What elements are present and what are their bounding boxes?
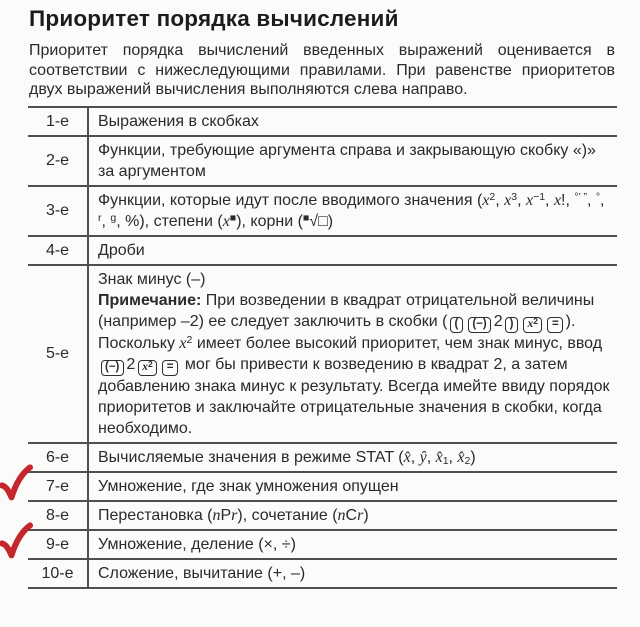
math-variable: r — [231, 506, 238, 524]
priority-rank-label: 6-е — [45, 448, 70, 466]
table-row — [28, 531, 617, 560]
calculator-key-icon: = — [162, 360, 178, 376]
math-variable: r — [357, 506, 364, 524]
superscript-symbol: 2 — [489, 190, 496, 203]
priority-rank-label: 2-е — [45, 152, 70, 169]
superscript-symbol: ° — [595, 190, 601, 203]
description-paragraph: Примечание: При возведении в квадрат отрицательной величины (например –2) ее следует заключить в скобки ( ( (−) 2 ) $x^2$ = ). Поскольку $x^2$ имеет более высокий приоритет, чем знак минус, ввод (−) 2 $x^2$ = мог бы привести к возведению в квадрат 2, а затем добавлению знака минус к результату. Всегда имейте ввиду порядок приоритетов и заключайте отрицательные значения в скобки, когда необходимо. — [98, 291, 610, 437]
priority-description — [87, 531, 617, 558]
note-label: Примечание: — [98, 291, 202, 309]
priority-rank-label: 1-е — [45, 112, 70, 130]
superscript-symbol: −1 — [533, 190, 546, 203]
math-variable: x — [504, 191, 512, 209]
superscript-symbol: °’ ” — [574, 190, 587, 203]
priority-description — [87, 108, 617, 135]
description-paragraph: Знак минус (–) — [98, 270, 206, 288]
table-row — [28, 502, 617, 531]
priority-rank-label: 3-е — [45, 202, 70, 219]
superscript-symbol: r — [98, 211, 102, 224]
superscript-symbol: ■ — [229, 211, 237, 224]
table-row — [28, 187, 617, 237]
priority-rank-label: 9-е — [45, 535, 70, 553]
priority-rank-label: 10-е — [41, 564, 74, 582]
math-variable: x — [142, 361, 149, 373]
priority-description — [87, 187, 617, 235]
description-paragraph: Вычисляемые значения в режиме STAT (x̂, ŷ, x̂1, x̂2) — [98, 448, 476, 467]
math-variable: n — [212, 506, 221, 524]
page-title: Приоритет порядка вычислений — [29, 6, 399, 31]
math-variable: x — [482, 191, 490, 209]
calculator-key-icon: = — [547, 317, 563, 333]
superscript-symbol: 3 — [511, 190, 518, 203]
math-variable: x̂ — [457, 448, 465, 466]
calculator-key-icon: ) — [505, 317, 518, 333]
priority-description — [87, 444, 617, 471]
superscript-symbol: 2 — [148, 359, 153, 369]
intro-paragraph: Приоритет порядка вычислений введенных выражений оценивается в соответствии с нижеследующими правилами. При равенстве приоритетов двух выражений вычисления выполняются слева направо. — [29, 42, 615, 98]
table-row — [28, 237, 617, 266]
priority-description — [87, 266, 617, 442]
priority-description — [87, 473, 617, 500]
superscript-symbol: 2 — [533, 316, 538, 326]
math-variable: x̂ — [435, 448, 443, 466]
description-paragraph: Перестановка (nPr), сочетание (nCr) — [98, 506, 369, 524]
priority-description — [87, 560, 617, 587]
priority-rank-label: 4-е — [45, 241, 70, 259]
table-row — [28, 444, 617, 473]
math-variable: x — [527, 318, 534, 330]
description-paragraph: Умножение, деление (×, ÷) — [98, 535, 296, 553]
calculator-key-icon: (−) — [101, 360, 124, 376]
description-paragraph: Выражения в скобках — [98, 112, 259, 130]
calculator-key-icon — [138, 360, 157, 376]
math-variable: n — [337, 506, 346, 524]
description-paragraph: Функции, требующие аргумента справа и закрывающую скобку «)» за аргументом — [98, 141, 596, 180]
table-row — [28, 108, 617, 137]
priority-description — [87, 137, 617, 185]
priority-table — [28, 106, 617, 589]
description-paragraph: Умножение, где знак умножения опущен — [98, 477, 399, 495]
math-variable: ŷ — [419, 448, 427, 466]
priority-rank-label: 5-е — [45, 345, 70, 362]
superscript-symbol: ■ — [302, 211, 310, 224]
table-row — [28, 137, 617, 187]
calculator-key-icon: ( — [450, 317, 463, 333]
table-row — [28, 473, 617, 502]
description-paragraph: Функции, которые идут после вводимого значения ($x^2$, $x^3$, $x^{-1}$, x!, °’ ”, °, $^r$, $^g$, %), степени (x■), корни (■√□) — [98, 190, 605, 230]
priority-description — [87, 502, 617, 529]
subscript-symbol: 1 — [442, 454, 449, 467]
table-row — [28, 560, 617, 589]
calculator-key-icon: (−) — [468, 317, 491, 333]
calculator-key-icon — [523, 317, 542, 333]
superscript-symbol: 2 — [186, 333, 193, 346]
math-variable: x — [179, 334, 187, 352]
priority-rank-label: 7-е — [45, 477, 70, 495]
superscript-symbol: g — [110, 211, 117, 224]
description-paragraph: Сложение, вычитание (+, –) — [98, 564, 306, 582]
table-row — [28, 266, 617, 444]
math-variable: x̂ — [403, 448, 411, 466]
math-variable: x — [222, 212, 230, 230]
description-paragraph: Дроби — [98, 241, 145, 259]
priority-rank-label: 8-е — [45, 506, 70, 524]
priority-description — [87, 237, 617, 264]
math-variable: x — [525, 191, 534, 209]
math-variable: x — [553, 191, 562, 209]
subscript-symbol: 2 — [464, 454, 471, 467]
